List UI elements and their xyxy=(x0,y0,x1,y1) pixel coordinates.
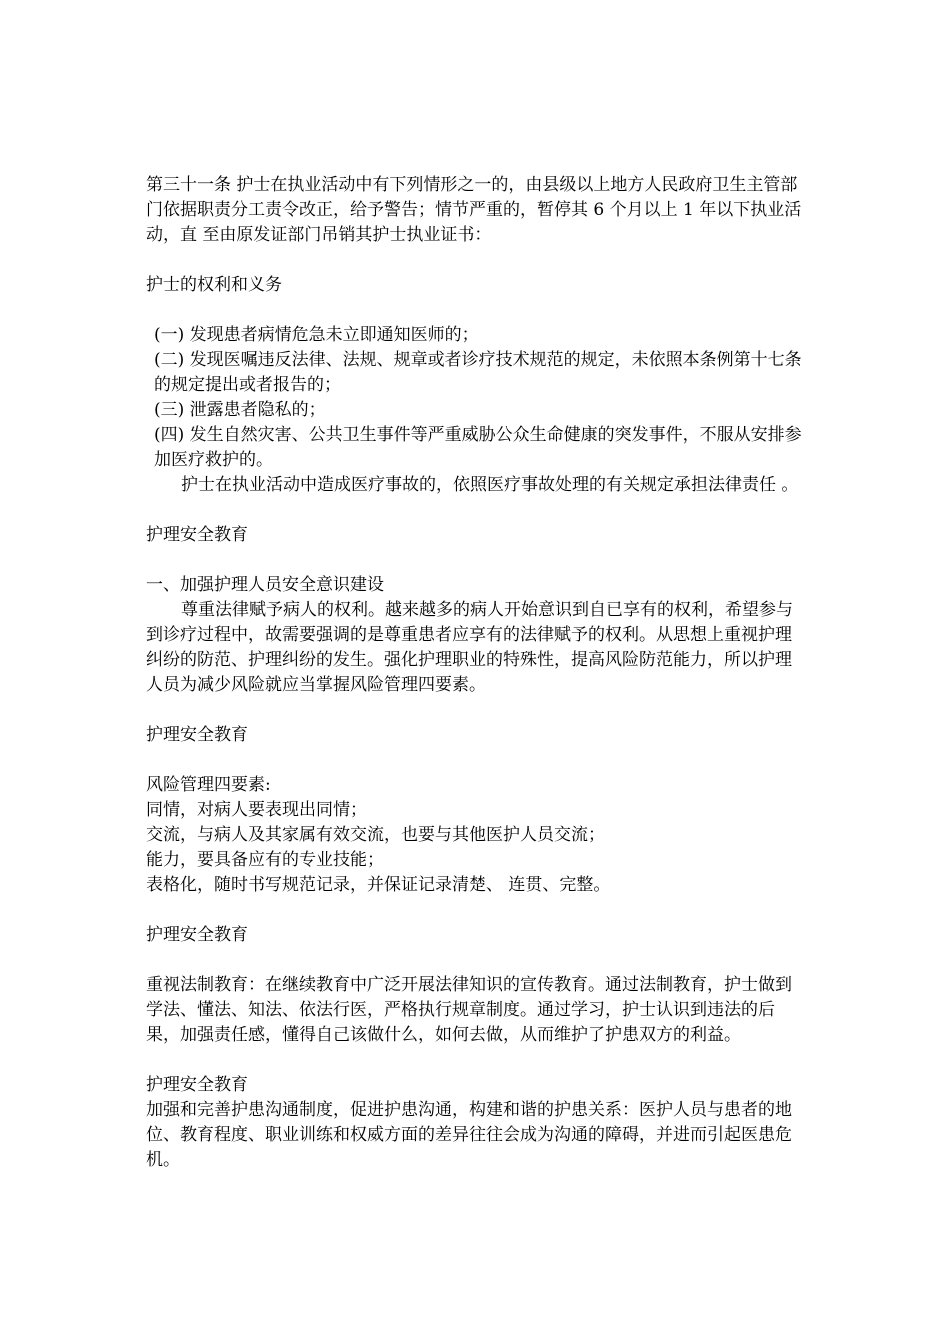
risk-element-2: 交流，与病人及其家属有效交流，也要与其他医护人员交流； xyxy=(146,825,605,845)
safety-1-body: 尊重法律赋予病人的权利。越来越多的病人开始意识到自已享有的权利，希望参与到诊疗过程中，故需要强调的是尊重患者应享有的法律赋予的权利。从思想上重视护理纠纷的防范、护理纠纷的发生。强化护理职业的特殊性，提高风险防范能力，所以护理人员为减少风险就应当掌握风险管理四要素。 xyxy=(146,600,793,695)
section-title-safety-2: 护理安全教育 xyxy=(146,725,248,745)
safety-1-subtitle: 一、加强护理人员安全意识建设 xyxy=(146,575,384,595)
safety-2-lead: 风险管理四要素: xyxy=(146,775,271,795)
article-31-paragraph: 第三十一条 护士在执业活动中有下列情形之一的，由县级以上地方人民政府卫生主管部 门依据职责分工责令改正，给予警告；情节严重的，暂停其 6 个月以上 1 年以下执业活动，直 至由原发证部门吊销其护士执业证书： xyxy=(146,175,802,245)
risk-element-4: 表格化，随时书写规范记录，并保证记录清楚、 连贯、完整。 xyxy=(146,875,611,895)
section-title-safety-3: 护理安全教育 xyxy=(146,925,248,945)
rights-item-1: (一) 发现患者病情危急未立即通知医师的； xyxy=(154,325,479,345)
rights-item-3: (三) 泄露患者隐私的； xyxy=(154,400,326,420)
risk-element-1: 同情，对病人要表现出同情； xyxy=(146,800,367,820)
rights-item-4: (四) 发生自然灾害、公共卫生事件等严重威胁公众生命健康的突发事件，不服从安排参加医疗救护的。 xyxy=(154,425,802,470)
section-title-rights: 护士的权利和义务 xyxy=(146,275,282,295)
section-title-safety-1: 护理安全教育 xyxy=(146,525,248,545)
document-body xyxy=(146,173,808,1173)
section-title-safety-4: 护理安全教育 xyxy=(146,1075,248,1095)
safety-3-body: 重视法制教育：在继续教育中广泛开展法律知识的宣传教育。通过法制教育，护士做到学法、懂法、知法、依法行医，严格执行规章制度。通过学习，护士认识到违法的后果，加强责任感，懂得自己该做什么，如何去做，从而维护了护患双方的利益。 xyxy=(146,975,792,1045)
risk-element-3: 能力，要具备应有的专业技能； xyxy=(146,850,384,870)
liability-paragraph: 护士在执业活动中造成医疗事故的，依照医疗事故处理的有关规定承担法律责任 。 xyxy=(181,475,799,495)
rights-item-2: (二) 发现医嘱违反法律、法规、规章或者诊疗技术规范的规定，未依照本条例第十七条的规定提出或者报告的； xyxy=(154,350,802,395)
safety-4-body: 加强和完善护患沟通制度，促进护患沟通，构建和谐的护患关系：医护人员与患者的地位、教育程度、职业训练和权威方面的差异往往会成为沟通的障碍，并进而引起医患危机。 xyxy=(146,1100,792,1170)
